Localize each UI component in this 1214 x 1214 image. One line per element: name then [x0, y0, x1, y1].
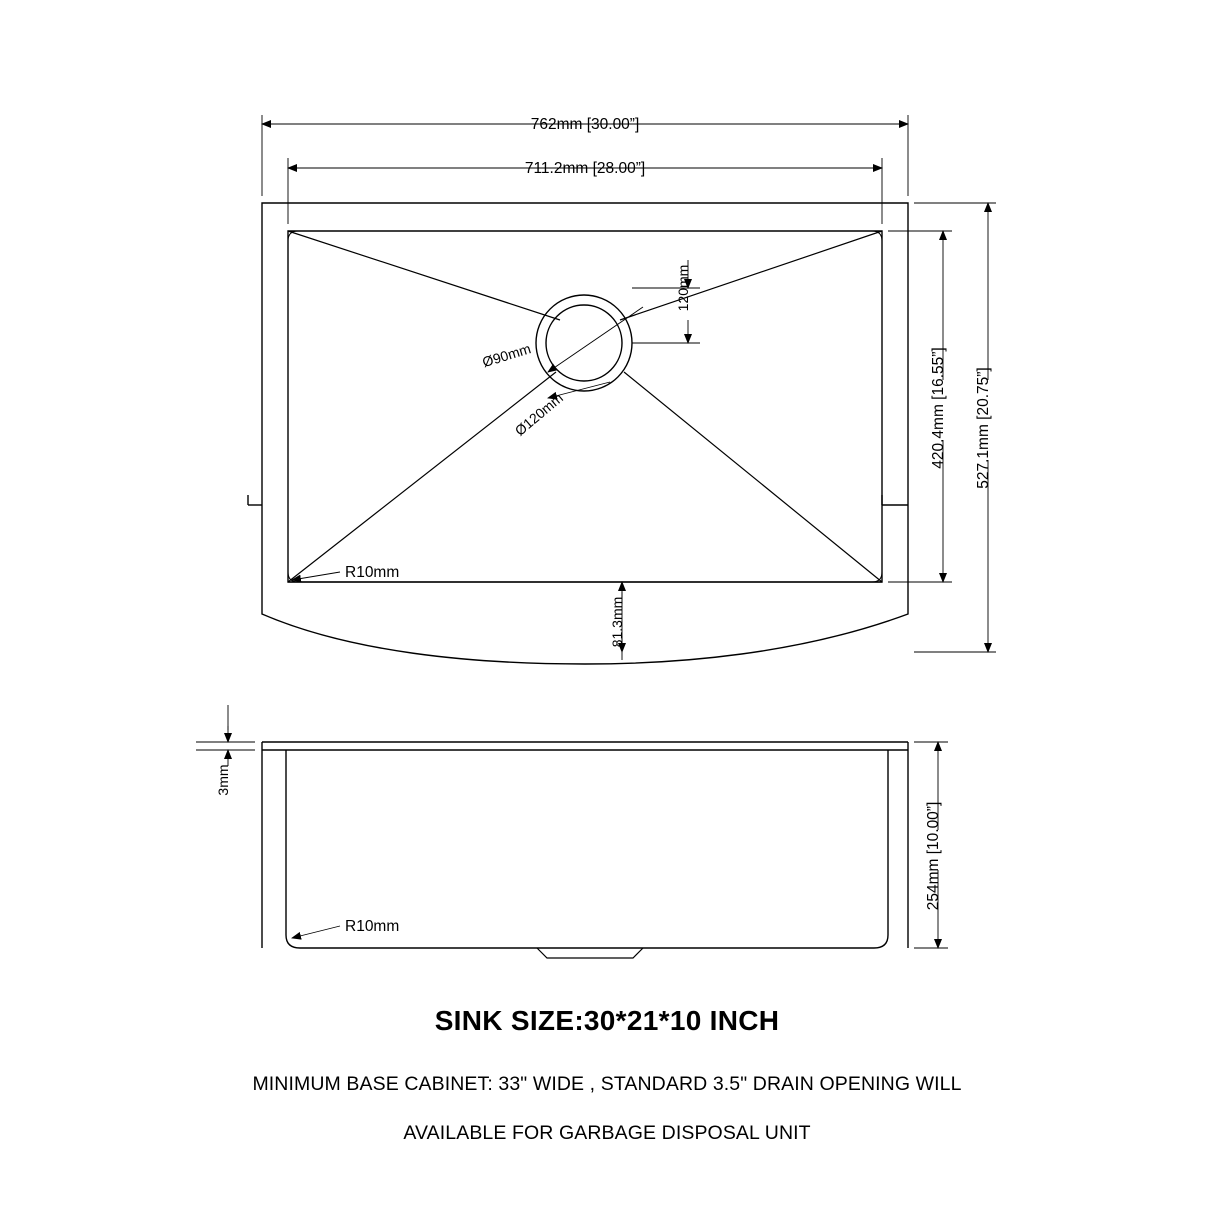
label-drain-offset: 120mm — [675, 264, 691, 312]
front-drain-recess — [537, 948, 643, 958]
top-view-group — [248, 115, 996, 664]
note-line-2: AVAILABLE FOR GARBAGE DISPOSAL UNIT — [403, 1122, 811, 1144]
note-line-1: MINIMUM BASE CABINET: 33" WIDE , STANDARD 3.5" DRAIN OPENING WILL — [252, 1073, 962, 1095]
label-front-height: 254mm [10.00”] — [925, 801, 942, 911]
drain-outer-circle — [536, 295, 632, 391]
basin-slope-lines — [288, 231, 882, 582]
label-inner-depth: 420.4mm [16.55”] — [930, 347, 947, 469]
drain-inner-circle — [546, 305, 622, 381]
label-corner-radius-front: R10mm — [345, 918, 400, 935]
label-overall-depth: 527.1mm [20.75”] — [975, 367, 992, 489]
label-corner-radius-top: R10mm — [345, 564, 400, 581]
label-rim-thickness: 3mm — [215, 764, 231, 796]
label-inner-width: 711.2mm [28.00”] — [524, 160, 646, 177]
sink-outer-outline — [262, 203, 908, 664]
label-drain-outer: Ø120mm — [511, 389, 566, 439]
front-view-group — [196, 705, 948, 958]
label-overall-width: 762mm [30.00”] — [530, 116, 640, 133]
label-apron-curve: 81.3mm — [609, 596, 625, 648]
basin-corner-radius-hints — [288, 231, 882, 582]
page-title: SINK SIZE:30*21*10 INCH — [434, 1005, 780, 1036]
top-view-dimension-labels — [345, 116, 992, 647]
front-view-dimension-lines — [228, 726, 938, 948]
front-view-dimension-labels — [215, 764, 942, 935]
label-drain-hole: Ø90mm — [480, 340, 533, 371]
top-view-leader-lines — [292, 307, 643, 580]
basin-inner-outline — [288, 231, 882, 582]
